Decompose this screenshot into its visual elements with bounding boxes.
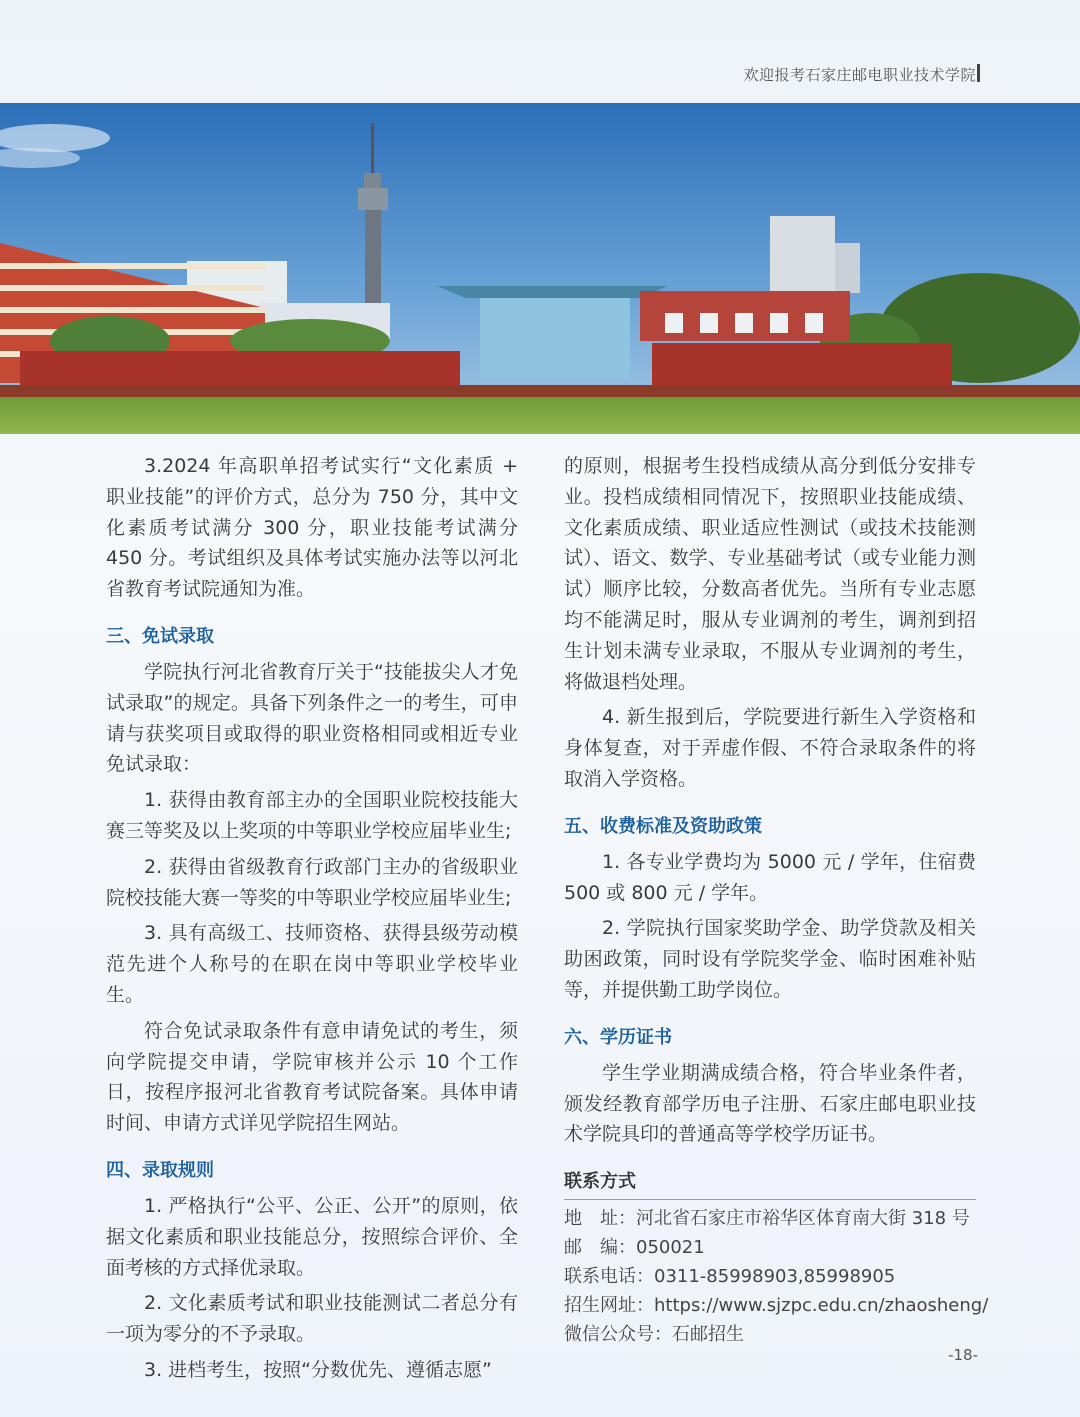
contact-address: 地 址：河北省石家庄市裕华区体育南大街 318 号 xyxy=(564,1208,970,1230)
section-title-exemption: 三、免试录取 xyxy=(106,625,214,647)
page-number: -18- xyxy=(948,1346,978,1364)
exemption-paragraph-2: 符合免试录取条件有意申请免试的考生，须向学院提交申请，学院审核并公示 10 个工作日，按程序报河北省教育考试院备案。具体申请时间、申请方式详见学院招生网站。 xyxy=(106,1019,518,1135)
contact-phone: 联系电话：0311-85998903,85998905 xyxy=(564,1266,896,1288)
exemption-item-1: 1. 获得由教育部主办的全国职业院校技能大赛三等奖及以上奖项的中等职业学校应届毕业生; xyxy=(106,789,518,842)
admission-rule-2: 2. 文化素质考试和职业技能测试二者总分有一项为零分的不予录取。 xyxy=(106,1292,518,1346)
exemption-item-3: 3. 具有高级工、技师资格、获得县级劳动模范先进个人称号的在职在岗中等职业学校毕业生。 xyxy=(106,922,518,1006)
header-bar xyxy=(977,64,980,82)
fees-item-1: 1. 各专业学费均为 5000 元 / 学年，住宿费 500 或 800 元 / 学年。 xyxy=(564,850,976,904)
fees-item-2: 2. 学院执行国家奖助学金、助学贷款及相关助困政策，同时设有学院奖学金、临时困难补贴等，并提供勤工助学岗位。 xyxy=(564,917,976,1001)
admission-rule-4: 4. 新生报到后，学院要进行新生入学资格和身体复查，对于弄虚作假、不符合录取条件的将取消入学资格。 xyxy=(564,706,976,790)
section-title-diploma: 六、学历证书 xyxy=(564,1026,672,1048)
campus-photo xyxy=(0,103,1080,434)
exemption-paragraph: 学院执行河北省教育厅关于“技能拔尖人才免试录取”的规定。具备下列条件之一的考生，可申请与获奖项目或取得的职业资格相同或相近专业免试录取： xyxy=(106,660,518,776)
contact-title: 联系方式 xyxy=(564,1171,636,1193)
diploma-paragraph: 学生学业期满成绩合格，符合毕业条件者，颁发经教育部学历电子注册、石家庄邮电职业技术学院具印的普通高等学校学历证书。 xyxy=(564,1061,976,1146)
section-title-admission-rules: 四、录取规则 xyxy=(106,1159,214,1181)
admission-rule-3-continued: 的原则，根据考生投档成绩从高分到低分安排专业。投档成绩相同情况下，按照职业技能成绩、文化素质成绩、职业适应性测试（或技术技能测试）、语文、数学、专业基础考试（或专业能力测试）顺序比较，分数高者优先。当所有专业志愿均不能满足时，服从专业调剂的考生，调剂到招生计划未满专业录取，不服从专业调剂的考生，将做退档处理。 xyxy=(564,455,976,693)
right-column xyxy=(564,451,989,1349)
section-title-fees: 五、收费标准及资助政策 xyxy=(564,815,762,837)
contact-wechat: 微信公众号：石邮招生 xyxy=(564,1324,744,1346)
exemption-item-2: 2. 获得由省级教育行政部门主办的省级职业院校技能大赛一等奖的中等职业学校应届毕业生; xyxy=(106,855,518,909)
contact-divider xyxy=(564,1199,976,1200)
header-title: 欢迎报考石家庄邮电职业技术学院 xyxy=(743,66,976,84)
admission-rule-1: 1. 严格执行“公平、公正、公开”的原则，依据文化素质和职业技能总分，按照综合评价、全面考核的方式择优录取。 xyxy=(106,1194,518,1279)
intro-paragraph: 3.2024 年高职单招考试实行“文化素质 + 职业技能”的评价方式，总分为 750 分，其中文化素质考试满分 300 分，职业技能考试满分 450 分。考试组织及具体考试实施办法等以河北省教育考试院通知为准。 xyxy=(106,455,518,601)
contact-postcode: 邮 编：050021 xyxy=(564,1237,705,1259)
contact-website[interactable]: 招生网址：https://www.sjzpc.edu.cn/zhaosheng/ xyxy=(564,1295,989,1317)
left-column xyxy=(106,451,518,1386)
admission-rule-3: 3. 进档考生，按照“分数优先、遵循志愿” xyxy=(144,1358,492,1381)
